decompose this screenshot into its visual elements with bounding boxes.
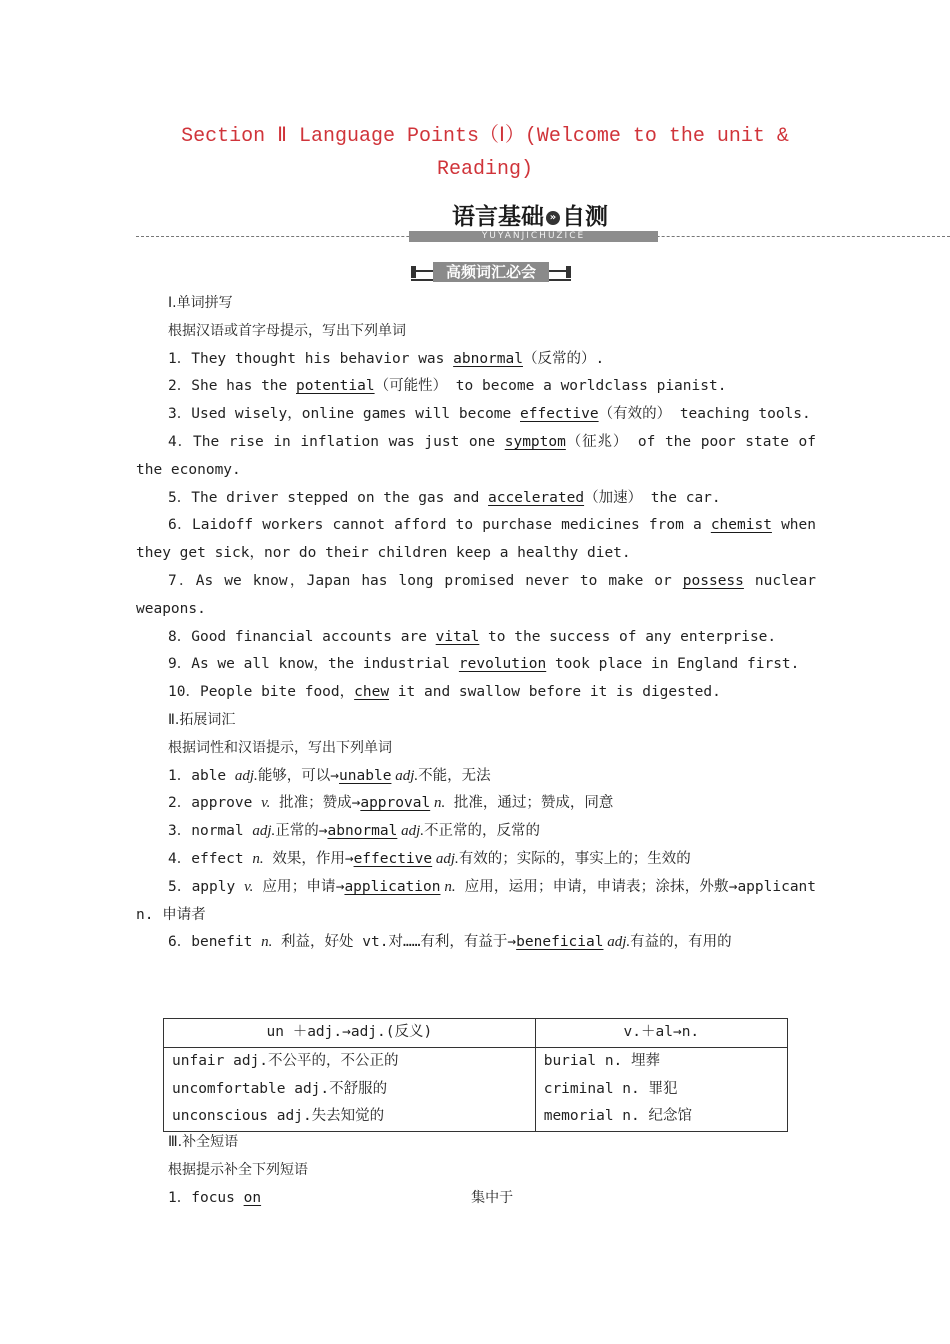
item-text: 2．She has the: [168, 378, 296, 395]
part-of-speech: adj.: [432, 850, 459, 867]
banner-pinyin: YUYANJICHUZICE: [481, 231, 586, 241]
answer-word: application: [344, 878, 441, 895]
answer-word: abnormal: [327, 823, 398, 840]
answer-word: vital: [435, 628, 480, 645]
item-text: 2．approve: [168, 795, 262, 812]
item-meaning: 效果，作用→: [263, 850, 354, 867]
table-entry: memorial n. 纪念馆: [543, 1108, 692, 1125]
spelling-item: [136, 679, 816, 707]
section-3-heading: Ⅲ.补全短语: [168, 1134, 239, 1150]
section-1-instruction: 根据汉语或首字母提示，写出下列单词: [168, 322, 406, 339]
part-of-speech: v.: [244, 878, 254, 895]
answer-word: symptom: [504, 433, 566, 450]
item-meaning: 能够，可以→: [257, 767, 340, 784]
table-cell-left: [164, 1047, 536, 1131]
item-text: 10．People bite food，: [168, 684, 355, 701]
item-text: 1．able: [168, 767, 235, 784]
answer-word: accelerated: [488, 489, 585, 506]
item-text: （可能性） to become a worldclass pianist.: [374, 378, 727, 395]
item-meaning: 正常的→: [275, 823, 328, 840]
word-formation-table: [163, 1018, 788, 1132]
phrase-item: [136, 1185, 816, 1213]
vocab-subheading: [411, 262, 571, 282]
answer-word: effective: [353, 850, 433, 867]
spelling-item: [136, 651, 816, 679]
derivation-item: [136, 763, 816, 791]
item-text: 6．benefit: [168, 934, 262, 951]
part-of-speech: n.: [440, 878, 456, 895]
answer-word: beneficial: [516, 934, 604, 951]
banner-title-right: 自测: [562, 204, 608, 230]
answer-word: potential: [296, 378, 375, 395]
table-header-row: [164, 1019, 788, 1048]
subheading-label: 高频词汇必会: [433, 262, 549, 282]
item-text: 4．effect: [168, 850, 253, 867]
spelling-item: [136, 624, 816, 652]
answer-word: revolution: [458, 656, 547, 673]
item-text: 3．normal: [168, 823, 253, 840]
item-text: 5．The driver stepped on the gas and: [168, 489, 489, 506]
part-of-speech: v.: [261, 795, 271, 812]
item-text: （有效的） teaching tools.: [598, 406, 811, 423]
item-text: 1．focus: [168, 1189, 244, 1206]
part-of-speech: adj.: [397, 823, 425, 840]
derivation-item: [136, 846, 816, 874]
banner-title: [430, 198, 630, 231]
part-of-speech: n.: [252, 850, 264, 867]
title-line-2: Reading): [436, 158, 533, 181]
table-header-cell: un ＋adj.→adj.(反义): [164, 1019, 536, 1048]
exercise-body: [136, 290, 816, 957]
spelling-item: [136, 512, 816, 568]
item-meaning: 批准；赞成→: [270, 795, 361, 812]
table-entry: criminal n. 罪犯: [543, 1080, 678, 1097]
item-text: took place in England first.: [546, 656, 800, 673]
part-of-speech: adj.: [252, 823, 276, 840]
section-title: [140, 120, 830, 186]
item-text: 7．As we know，Japan has long promised never to make or: [168, 572, 683, 589]
item-text: 4．The rise in inflation was just one: [168, 433, 505, 450]
table-cell-right: [535, 1047, 787, 1131]
part-of-speech: n.: [430, 795, 446, 812]
derivation-item: [136, 874, 816, 930]
item-text: 5．apply: [168, 878, 245, 895]
answer-word: chemist: [710, 517, 772, 534]
spelling-item: [136, 346, 816, 374]
item-text: （加速） the car.: [584, 489, 721, 506]
part-of-speech: n.: [261, 934, 273, 951]
item-meaning: 集中于: [471, 1189, 514, 1206]
banner-title-left: 语言基础: [452, 204, 544, 230]
item-meaning: 利益，好处 vt.对……有利，有益于→: [272, 934, 517, 951]
item-text: （反常的）.: [522, 350, 605, 367]
spelling-item: [136, 485, 816, 513]
item-text: 1．They thought his behavior was: [168, 350, 454, 367]
subheading-cap-right: [566, 266, 571, 278]
derivation-item: [136, 790, 816, 818]
part-of-speech: adj.: [603, 934, 631, 951]
section-1-heading: Ⅰ.单词拼写: [168, 295, 233, 311]
table-row: [164, 1047, 788, 1131]
derivation-item: [136, 929, 816, 957]
item-text: it and swallow before it is digested.: [389, 684, 721, 701]
derivation-item: [136, 818, 816, 846]
answer-word: chew: [354, 684, 390, 701]
item-text: 9．As we all know，the industrial: [168, 656, 459, 673]
answer-word: approval: [360, 795, 431, 812]
spelling-item: [136, 429, 816, 485]
section-3-instruction: 根据提示补全下列短语: [168, 1161, 308, 1178]
item-text: 6．Laidoff workers cannot afford to purchase medicines from a: [168, 517, 711, 534]
table-entry: unconscious adj.失去知觉的: [172, 1108, 385, 1125]
answer-word: abnormal: [453, 350, 523, 367]
answer-word: on: [243, 1189, 262, 1206]
item-meaning: 有效的；实际的，事实上的；生效的: [458, 850, 691, 867]
answer-word: unable: [339, 767, 392, 784]
item-text: 8．Good financial accounts are: [168, 628, 436, 645]
section-banner: [0, 198, 950, 248]
subheading-cap-left: [411, 266, 416, 278]
item-meaning: 批准，通过；赞成，同意: [445, 795, 614, 812]
table-entry: uncomfortable adj.不舒服的: [172, 1080, 388, 1097]
item-meaning: 应用，运用；申请，申请表；涂抹，外敷→applicant n. 申请者: [136, 878, 817, 923]
section-3: [136, 1129, 816, 1212]
table-entry: burial n. 埋葬: [543, 1052, 661, 1069]
part-of-speech: adj.: [234, 767, 258, 784]
answer-word: effective: [520, 406, 599, 423]
section-2-instruction: 根据词性和汉语提示，写出下列单词: [168, 739, 392, 756]
spelling-item: [136, 401, 816, 429]
spelling-item: [136, 568, 816, 624]
double-chevron-icon: »: [546, 211, 560, 225]
part-of-speech: adj.: [391, 767, 419, 784]
table-header-cell: v.＋al→n.: [535, 1019, 787, 1048]
item-meaning: 不能，无法: [418, 767, 491, 784]
spelling-item: [136, 373, 816, 401]
item-meaning: 应用；申请→: [253, 878, 345, 895]
item-text: 3．Used wisely，online games will become: [168, 406, 521, 423]
item-text: when they get sick，nor do their children keep a healthy diet.: [136, 517, 816, 562]
item-meaning: 不正常的，反常的: [424, 823, 541, 840]
section-2-heading: Ⅱ.拓展词汇: [168, 711, 236, 728]
title-line-1: Section Ⅱ Language Points（Ⅰ）(Welcome to the unit &: [181, 125, 789, 148]
item-text: to the success of any enterprise.: [479, 628, 777, 645]
item-text: （征兆） of the poor state of the economy.: [136, 433, 817, 478]
item-text: nuclear weapons.: [136, 572, 817, 617]
item-meaning: 有益的，有用的: [630, 934, 732, 951]
answer-word: possess: [682, 572, 744, 589]
table-entry: unfair adj.不公平的，不公正的: [172, 1052, 399, 1069]
